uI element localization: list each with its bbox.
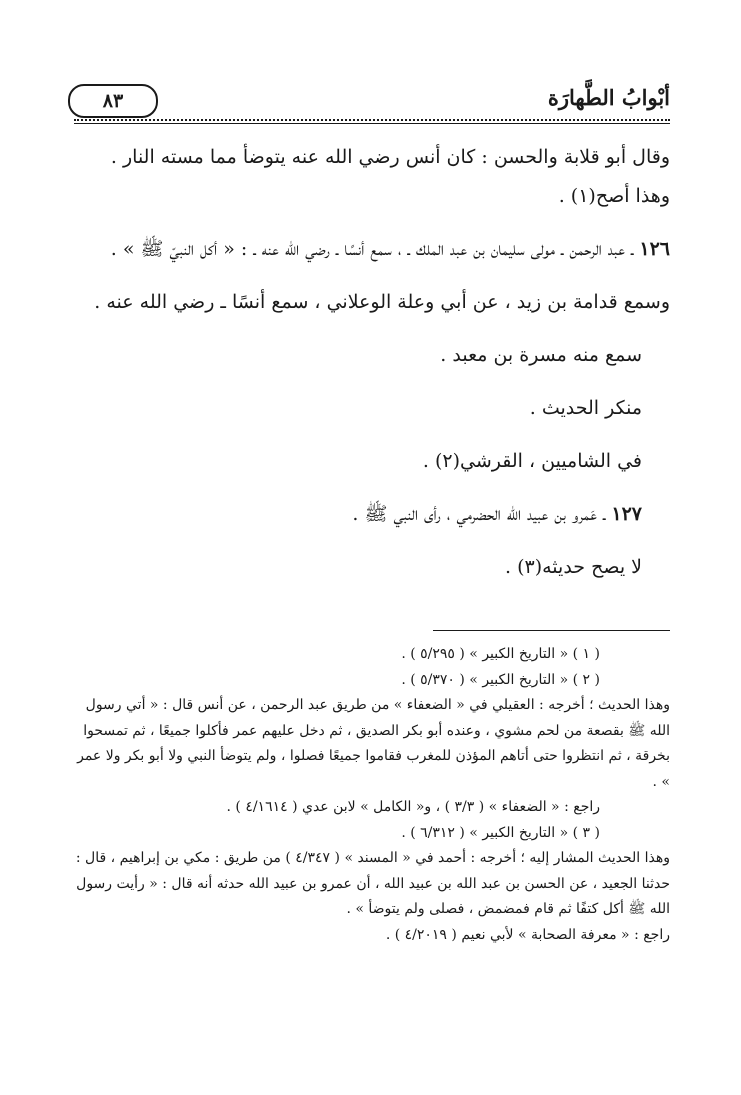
entry-text: ـ عبد الرحمن ـ مولى سليمان بن عبد الملك ـ ، سمع أنسًا ـ رضي الله عنه ـ : « أكل النبيّ ﷺ » . bbox=[110, 238, 634, 260]
entry-number: ١٢٦ bbox=[639, 238, 670, 260]
text-line: وقال أبو قلابة والحسن : كان أنس رضي الله عنه يتوضأ مما مسته النار . bbox=[110, 146, 670, 168]
footnote-3: ( ٣ ) « التاريخ الكبير » ( ٦/٣١٢ ) . bbox=[401, 824, 600, 841]
text-line: في الشاميين ، القرشي(٢) . bbox=[422, 450, 642, 472]
text-line: لا يصح حديثه(٣) . bbox=[504, 556, 642, 578]
entry-126 bbox=[70, 230, 670, 269]
footnote-2-detail: وهذا الحديث ؛ أخرجه : العقيلي في « الضعفاء » من طريق عبد الرحمن ، عن أنس قال : « أتي رسول الله ﷺ بقصعة من لحم مشوي ، وعنده أبو بكر الصديق ، ثم دخل عليهم عمر فأكلوا جميعًا ، ثم تمسحوا بخرقة ، ثم انتظروا حتى أتاهم المؤذن للمغرب فقاموا جميعًا فصلوا ، ولم يتوضأ النبي ولا أبو بكر ولا عمر » . bbox=[77, 697, 670, 790]
footnote-2-reference: راجع : « الضعفاء » ( ٣/٣ ) ، و« الكامل » لابن عدي ( ٤/١٦١٤ ) . bbox=[226, 799, 600, 815]
footnote-3-detail: وهذا الحديث المشار إليه ؛ أخرجه : أحمد في « المسند » ( ٤/٣٤٧ ) من طريق : مكي بن إبراهيم ، قال : حدثنا الجعيد ، عن الحسن بن عبد الله بن عبيد الله ، أن عمرو بن عبيد الله حدثه أنه قال : « رأيت رسول الله ﷺ أكل كتفًا ثم قام فمضمض ، فصلى ولم يتوضأ » . bbox=[75, 850, 670, 917]
page-number: ٨٣ bbox=[68, 84, 158, 118]
footnote-3-reference: راجع : « معرفة الصحابة » لأبي نعيم ( ٤/٢٠١٩ ) . bbox=[385, 926, 670, 943]
entry-127 bbox=[70, 495, 642, 534]
main-text bbox=[70, 138, 670, 587]
text-line: منكر الحديث . bbox=[529, 397, 642, 419]
footnote-2: ( ٢ ) « التاريخ الكبير » ( ٥/٣٧٠ ) . bbox=[401, 671, 600, 688]
entry-text: ـ عَمرو بن عبيد الله الحضرمي ، رأى النبي ﷺ . bbox=[352, 503, 606, 525]
footnote-1: ( ١ ) « التاريخ الكبير » ( ٥/٢٩٥ ) . bbox=[401, 646, 600, 662]
text-line: وهذا أصح(١) . bbox=[558, 185, 670, 207]
entry-number: ١٢٧ bbox=[611, 503, 642, 525]
text-line: سمع منه مسرة بن معبد . bbox=[440, 344, 642, 366]
text-line: وسمع قدامة بن زيد ، عن أبي وعلة الوعلاني ، سمع أنسًا ـ رضي الله عنه . bbox=[94, 291, 670, 313]
chapter-title: أبْوابُ الطَّهارَة bbox=[547, 85, 670, 110]
footnotes bbox=[70, 642, 670, 948]
footnote-divider bbox=[433, 630, 670, 631]
running-header bbox=[68, 84, 670, 118]
header-divider bbox=[74, 119, 670, 124]
